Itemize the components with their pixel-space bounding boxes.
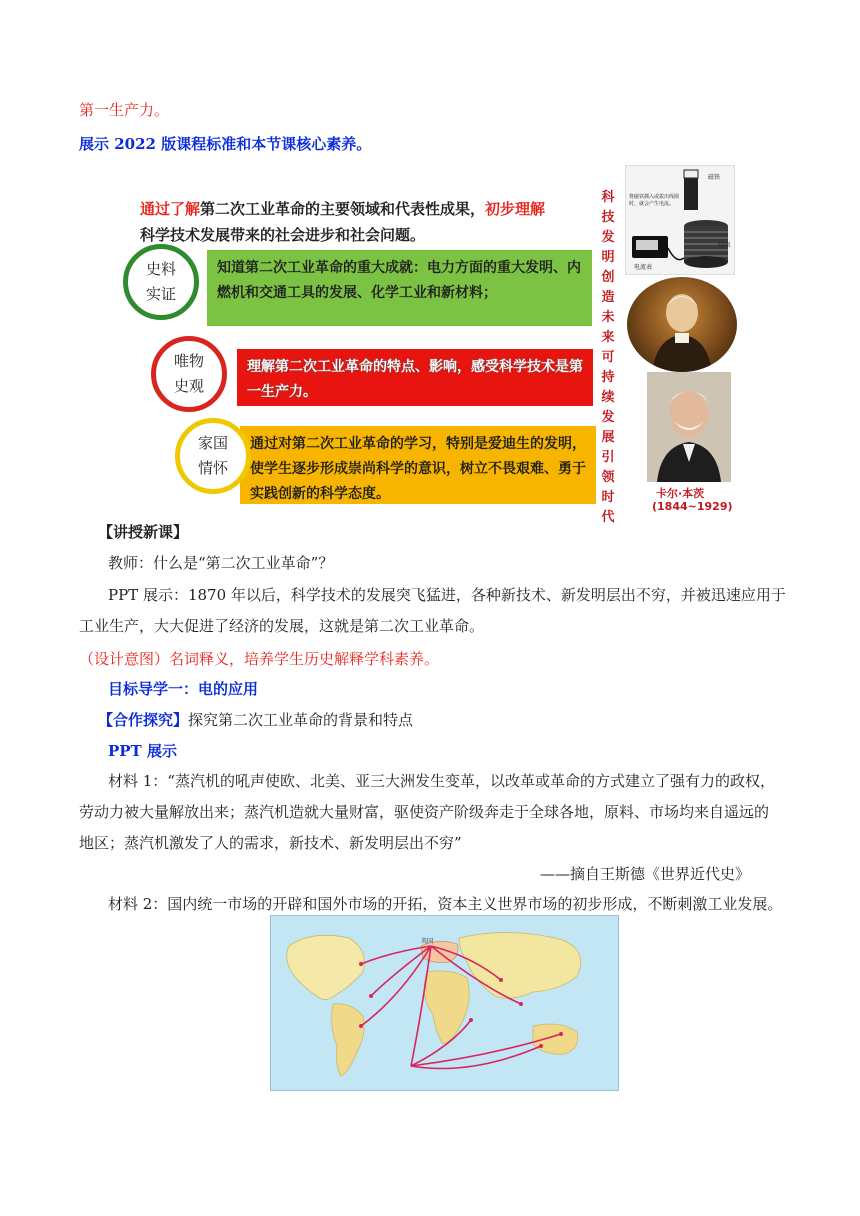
graphic-intro-line2: 科学技术发展带来的社会进步和社会问题。 — [140, 226, 426, 244]
map-britain-label: 英国 — [421, 938, 434, 945]
material1-source: ——摘自王斯德《世界近代史》 — [540, 865, 751, 883]
benz-figure — [647, 372, 731, 482]
literacy-circle-2: 唯物 史观 — [151, 336, 227, 412]
material1-line3: 地区；蒸汽机激发了人的需求，新技术、新发明层出不穷” — [79, 834, 462, 852]
vertical-slogan-right: 可 持 续 发 展 引 领 时 代 — [601, 350, 615, 525]
intro-red1: 通过了解 — [140, 200, 201, 218]
literacy-box-3: 通过对第二次工业革命的学习，特别是爱迪生的发明，使学生逐步形成崇尚科学的意识，树立不畏艰难、勇于实践创新的科学态度。 — [240, 426, 596, 504]
intro-mid: 第二次工业革命的主要领域和代表性成果， — [200, 200, 486, 218]
teacher-question: 教师：什么是“第二次工业革命”？ — [108, 554, 334, 572]
coop-label: 【合作探究】 — [98, 711, 189, 729]
section-heading-new-lesson: 【讲授新课】 — [98, 523, 189, 541]
vertical-slogan-left: 科 技 发 明 创 造 未 来 — [601, 190, 615, 345]
coop-text: 探究第二次工业革命的背景和特点 — [188, 711, 414, 729]
show-standard-line: 展示 2022 版课程标准和本节课核心素养。 — [79, 135, 372, 153]
core-literacy-graphic — [120, 168, 610, 513]
continuation-line: 第一生产力。 — [79, 101, 170, 119]
literacy-circle-3: 家国 情怀 — [175, 418, 251, 494]
benz-portrait — [647, 372, 731, 482]
material1-line2: 劳动力被大量解放出来；蒸汽机造就大量财富，驱使资产阶级奔走于全球各地，原料、市场均来自遥远的 — [79, 803, 770, 821]
goal-heading-1: 目标导学一：电的应用 — [108, 680, 259, 698]
world-market-map — [270, 915, 619, 1091]
literacy-box-1: 知道第二次工业革命的重大成就：电力方面的重大发明、内燃机和交通工具的发展、化学工业和新材料； — [207, 250, 592, 326]
map-graphic — [271, 916, 618, 1090]
graphic-intro-line1 — [140, 198, 545, 219]
magnet-caption: 将磁铁插入或拔出线圈时，就会产生电流。 — [629, 194, 680, 207]
portrait-figure — [627, 277, 737, 372]
ppt-text-line2: 工业生产，大大促进了经济的发展，这就是第二次工业革命。 — [79, 617, 485, 635]
material2: 材料 2：国内统一市场的开辟和国外市场的开拓，资本主义世界市场的初步形成，不断刺激工业发展。 — [108, 895, 783, 913]
literacy-box-2: 理解第二次工业革命的特点、影响，感受科学技术是第一生产力。 — [237, 349, 593, 406]
portrait-name: 卡尔·本茨 — [656, 487, 705, 500]
induction-illustration — [625, 165, 735, 275]
edison-portrait — [627, 277, 737, 372]
intro-red2: 初步理解 — [485, 200, 546, 218]
magnet-label: 磁铁 — [708, 174, 721, 181]
ppt-show-label: PPT 展示 — [108, 742, 177, 760]
portrait-years: (1844~1929) — [652, 500, 733, 513]
material1-line1: 材料 1：“蒸汽机的吼声使欧、北美、亚三大洲发生变革，以改革或革命的方式建立了强有力的政权， — [108, 772, 775, 790]
ppt-text-line1: PPT 展示：1870 年以后，科学技术的发展突飞猛进，各种新技术、新发明层出不穷，并被迅速应用于 — [108, 586, 786, 604]
coop-inquiry-line — [98, 706, 413, 735]
design-intent: （设计意图）名词释义，培养学生历史解释学科素养。 — [79, 650, 440, 668]
literacy-circle-1: 史料 实证 — [123, 244, 199, 320]
coil-label: 线圈 — [718, 242, 731, 249]
induction-diagram — [626, 166, 734, 274]
meter-label: 电流表 — [634, 264, 653, 271]
